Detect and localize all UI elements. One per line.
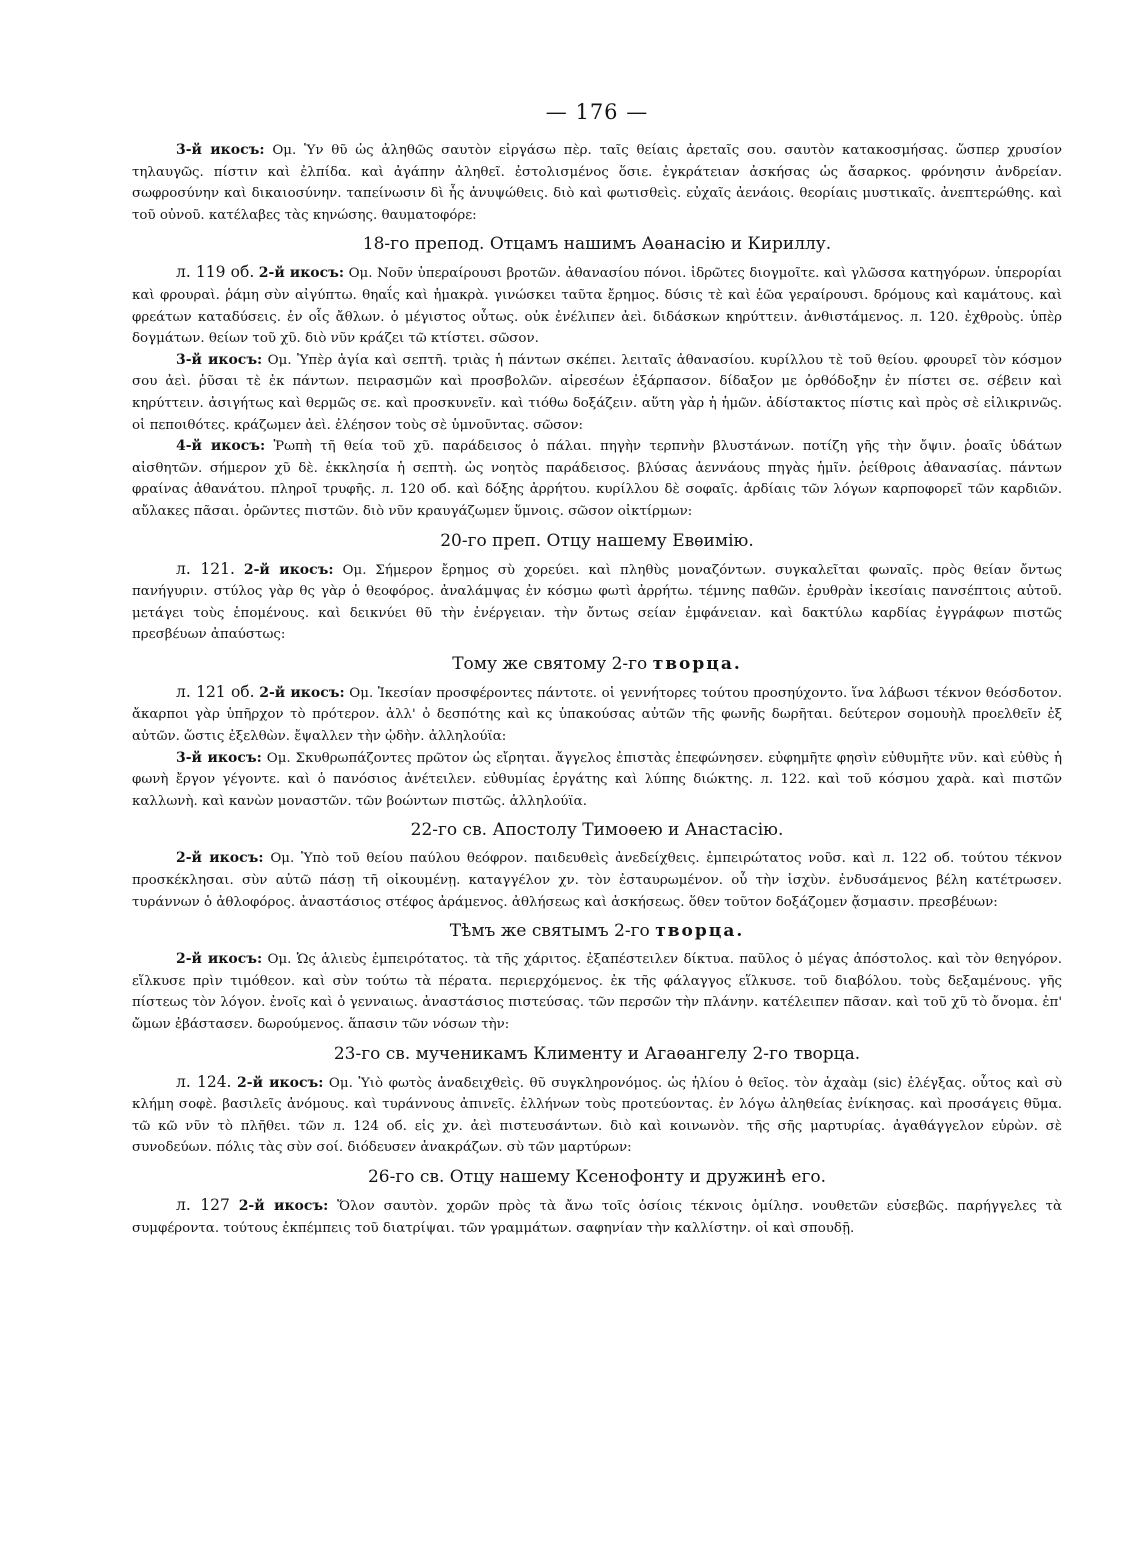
heading-spaced-text: творца.: [655, 921, 745, 942]
folio-reference: л. 121.: [176, 559, 235, 578]
section-heading: 22-го св. Апостолу Тимоѳею и Анастасію.: [410, 820, 784, 841]
paragraph-text: Ομ. Ὑπὲρ ἁγία καὶ σεπτῆ. τριὰς ἡ πάντων σκέπει. λειταῖς ἀθανασίου. κυρίλλου τὲ τοῦ θείου. φρουρεῖ τὸν κόσμον σου ἀεὶ. ῥῦσαι τὲ ἐκ πάντων. πειρασμῶν καὶ προσβολῶν. αἱρεσέων ἐξάρπασον. δίδαξον με ὀρθόδοξην ἐν πίστει σε. σέβειν καὶ κηρύττειν. ἀσιγήτως καὶ θερμῶς σε. καὶ προσκυνεῖν. καὶ τιόθω δοξάζειν. αὕτη γὰρ ἡ ἡμῶν. ἀδίστακτος πίστις καὶ πρὸς σὲ εἰλικρινῶς. οἱ πεποιθότες. κράζωμεν ἀεὶ. ἐλέησον τοὺς σὲ ὑμνοῦντας. σῶσον:: [132, 352, 1062, 433]
ikos-label: 2-й икосъ:: [258, 265, 345, 282]
ikos-label: 3-й икосъ:: [176, 142, 265, 158]
paragraph: [132, 1072, 1062, 1159]
paragraph: [132, 848, 1062, 913]
section-heading: [132, 652, 1062, 676]
ikos-label: 2-й икосъ:: [243, 561, 334, 578]
paragraph-text: Ομ. Σήμερον ἔρημος σὺ χορεύει. καὶ πληθὺς μοναζόντων. συγκαλεῖται φωναῖς. πρὸς θείαν ὄντως πανήγυριν. στύλος γὰρ θς γὰρ ὁ θεοφόρος. ἀναλάμψας ἐν κόσμω φωτὶ ἀρρήτω. τέμνης παθῶν. ἐρυθρὰν ἱκεσίαις πανσέπτοις αὐτοῦ. μετάγει τοὺς ἑπομένους. καὶ δεικνύει θῦ τὴν ἐνέργειαν. τὴν ὄντως σείαν ἐμφάνειαν. καὶ δακτύλω καρδίας ἐγγράφων πιστῶς πρεσβέυων ἀπαύστως:: [132, 562, 1063, 643]
paragraph: [132, 949, 1062, 1035]
ikos-label: 3-й икосъ:: [176, 351, 263, 368]
ikos-label: 4-й икосъ:: [176, 438, 266, 455]
paragraph-text: Ομ. Ὡς ἁλιεὺς ἐμπειρότατος. τὰ τῆς χάριτος. ἐξαπέστειλεν δίκτυα. παῦλος ὁ μέγας ἀπόστολος. καὶ τὸν θεηγόρον. εἵλκυσε πρὶν τιμόθεον. καὶ σὺν τούτω τὰ πέρατα. περιερχόμενος. ἐκ τῆς φάλαγγος εἵλκυσε. τοῦ διαβόλου. τοὺς δεξαμένους. γῆς πίστεως τὸν λόγον. ἐνοῖς καὶ ὁ γενναιως. ἀναστάσιος πιστεύσας. τῶν περσῶν τὴν πλάνην. κατέλειπεν πᾶσαν. καὶ τοῦ χῦ τὸ ὄνομα. ἐπ' ὤμων ἐβάστασεν. δωρούμενος. ἅπασιν τῶν νόσων τὴν:: [132, 952, 1063, 1032]
ikos-label: 2-й икосъ:: [176, 951, 263, 968]
ikos-label: 2-й икосъ:: [259, 684, 345, 701]
heading-spaced-text: творца.: [652, 653, 742, 674]
paragraph: [132, 436, 1062, 522]
page-number: — 176 —: [545, 100, 649, 124]
paragraph-text: Ῥωπὴ τῆ θεία τοῦ χῦ. παράδεισος ὁ πάλαι. πηγὴν τερπνὴν βλυστάνων. ποτίζη γῆς τὴν ὄψιν. ῥοαῖς ὑδάτων αἰσθητῶν. σήμερον χῦ δὲ. ἐκκλησία ἡ σεπτὴ. ὡς νοητὸς παράδεισος. βλύσας ἀεννάους πηγὰς ἡμῖν. ῥείθροις ἀθανασίας. πάντων φραίνας ἀθανάτου. πληροῖ τρυφῆς. л. 120 об. καὶ δόξης ἀρρήτου. κυρίλλου δὲ σοφαῖς. ἀρδίαις τῶν λόγων καρποφορεῖ τῶν καρδιῶν. αὔλακες πᾶσαι. ὁρῶντες πιστῶν. διὸ νῦν κραυγάζωμεν ὕμνοις. σῶσον οἰκτίρμων:: [132, 439, 1062, 519]
paragraph-text: Ομ. Ὑν θῦ ὡς ἀληθῶς σαυτὸν εἰργάσω πὲρ. ταῖς θείαις ἀρεταῖς σου. σαυτὸν κατακοσμήσας. ὥσπερ χρυσίον τηλαυγῶς. πίστιν καὶ ἐλπίδα. καὶ ἀγάπην ἀληθεῖ. ἐστολισμένος ὅσιε. ἐγκράτειαν ἀσκήσας ὡς ἄσαρκος. φρόνησιν ἀνδρείαν. σωφροσύνην καὶ δικαιοσύνην. ταπείνωσιν δὶ ἧς ἀνυψώθεις. διὸ καὶ φωτισθεὶς. εὐχαῖς ἀενάοις. θεορίαις μυστικαῖς. ἀνεπτερώθης. καὶ τοῦ οὐνοῦ. κατέλαβες τὰς κηνώσης. θαυματοφόρε:: [132, 143, 1063, 223]
paragraph: [132, 262, 1062, 349]
paragraph: [132, 140, 1062, 226]
folio-reference: л. 121 об.: [176, 682, 255, 701]
paragraph-text: Ομ. Νοῦν ὑπεραίρουσι βροτῶν. ἀθανασίου πόνοι. ἱδρῶτες διογμοῖτε. καὶ γλῶσσα κατηγόρων. ὑπερορίαι καὶ φρουραὶ. ῥάμη σὺν αἰγύπτω. θηαΐς καὶ ἡμακρὰ. γινώσκει ταῦτα ἔρημος. δύσις τὲ καὶ ἑῶα γεραίρουσι. δρόμους καὶ καμάτους. καὶ φρεάτων καταδύσεις. ἐν οἷς ἄθλων. ὁ μέγιστος οὗτως. οὐκ ἐνέλιπεν ἀεὶ. διδάσκων κηρύττειν. ἀνθιστάμενος. л. 120. ἐχθροὺς. ὑπὲρ δογμάτων. θείων τοῦ χῦ. διὸ νῦν κράζει τῶ κτίστει. σῶσον.: [132, 266, 1062, 347]
folio-reference: л. 119 об.: [176, 263, 255, 282]
section-heading: 18-го препод. Отцамъ нашимъ Аѳанасію и Кириллу.: [362, 234, 832, 255]
ikos-label: 2-й икосъ:: [176, 850, 264, 867]
ikos-label: 2-й икосъ:: [237, 1074, 324, 1091]
paragraph-text: Ομ. Σκυθρωπάζοντες πρῶτον ὡς εἴρηται. ἄγγελος ἐπιστὰς ἐπεφώνησεν. εὐφημῆτε φησὶν εὐθυμῆτε νῦν. καὶ εὐθὺς ἡ φωνὴ ἔργον γέγοντε. καὶ ὁ πανόσιος ἀνέτειλεν. εὐθυμίας ἐργάτης καὶ λύπης διώκτης. л. 122. καὶ τοῦ κόσμου χαρὰ. καὶ πιστῶν καλλωνὴ. καὶ κανὼν μοναστῶν. τῶν βοώντων πιστῶς. ἀλληλούϊα.: [132, 750, 1062, 809]
paragraph-text: Ομ. Ἱκεσίαν προσφέροντες πάντοτε. οἱ γεννήτορες τούτου προσηύχοντο. ἵνα λάβωσι τέκνον θεόσδοτον. ἄκαρποι γὰρ ὑπῆρχον τὸ πρότερον. ἀλλ' ὁ δεσπότης καὶ κς ὑπακούσας αὐτῶν τῆς φωνῆς δωρῆται. δεύτερον σομουὴλ προελθεῖν ἐξ αὐτῶν. ὥστις ἐξελθὼν. ἔψαλλεν τὴν ᾠδὴν. ἀλληλούϊα:: [132, 685, 1062, 745]
paragraph-text: Ομ. Ὑπὸ τοῦ θείου παύλου θεόφρον. παιδευθεὶς ἀνεδείχθεις. ἐμπειρώτατος νοῦσ. καὶ л. 122 об. τούτου τέκνον προσκέκλησαι. σὺν αὐτῶ πάσῃ τῆ οἰκουμένῃ. καταγγέλον χν. τὸν ἐσταυρωμένον. οὗ τὴν ἰσχὺν. ἐνδυσάμενος βέλη κατέτρωσεν. τυράννων ὁ ἀθλοφόρος. ἀναστάσιος στέφος ἀράμενος. ἀθλήσεως καὶ ἀσκήσεως. ὅθεν τοῦτον δοξάζομεν ᾄσμασιν. πρεσβέυων:: [132, 851, 1063, 910]
document-page: [132, 100, 1062, 1239]
heading-text: Тому же святому 2-го: [452, 653, 648, 674]
paragraph: [132, 748, 1062, 813]
folio-reference: л. 124.: [176, 1072, 232, 1091]
paragraph-text: Ομ. Ὑιὸ φωτὸς ἀναδειχθεὶς. θῦ συγκληρονόμος. ὡς ἡλίου ὁ θεῖος. τὸν ἀχαὰμ (sic) ἐλέγξας. οὗτος καὶ σὺ κλήμη σοφὲ. βασιλεῖς ἀνόμους. καὶ τυράννους ἀπινεῖς. ἑλλήνων τοὺς προτεύοντας. ἐν λόγω ἀληθείας ἐνίκησας. καὶ προσάγεις θῦμα. τῶ κῶ νῦν τὸ πλῆθει. τῶν л. 124 об. εἰς χν. ἀεὶ πιστευσάντων. διὸ καὶ κοινωνὸν. τῆς σῆς μαρτυρίας. ἀγαθάγγελον εὑρὼν. σὲ συνοδεύων. πόλις τὰς σὺν σοί. διόδευσεν ἀνακράζων. σὺ τῶν μαρτύρων:: [132, 1075, 1062, 1156]
paragraph: [132, 682, 1062, 748]
heading-text: Тѣмъ же святымъ 2-го: [449, 921, 650, 942]
section-heading: [132, 919, 1062, 943]
paragraph: [132, 1195, 1062, 1239]
folio-reference: л. 127: [176, 1195, 230, 1214]
paragraph: [132, 350, 1062, 436]
section-heading: 20-го преп. Отцу нашему Евѳимію.: [440, 530, 754, 551]
ikos-label: 3-й икосъ:: [176, 749, 262, 766]
ikos-label: 2-й икосъ:: [238, 1197, 329, 1214]
paragraph-text: Ὅλον σαυτὸν. χορῶν πρὸς τὰ ἄνω τοῖς ὁσίοις τέκνοις ὁμίλησ. νουθετῶν εὐσεβῶς. παρήγγελες τὰ συμφέροντα. τούτους ἐκπέμπεις τοῦ διατρίψαι. τῶν γραμμάτων. σαφηνίαν τὴν καλλίστην. οἱ καὶ σπουδῇ.: [132, 1198, 1062, 1236]
section-heading: 26-го св. Отцу нашему Ксенофонту и дружинѣ его.: [367, 1166, 827, 1187]
section-heading: 23-го св. мученикамъ Клименту и Агаѳангелу 2-го творца.: [333, 1043, 861, 1064]
paragraph: [132, 559, 1062, 646]
